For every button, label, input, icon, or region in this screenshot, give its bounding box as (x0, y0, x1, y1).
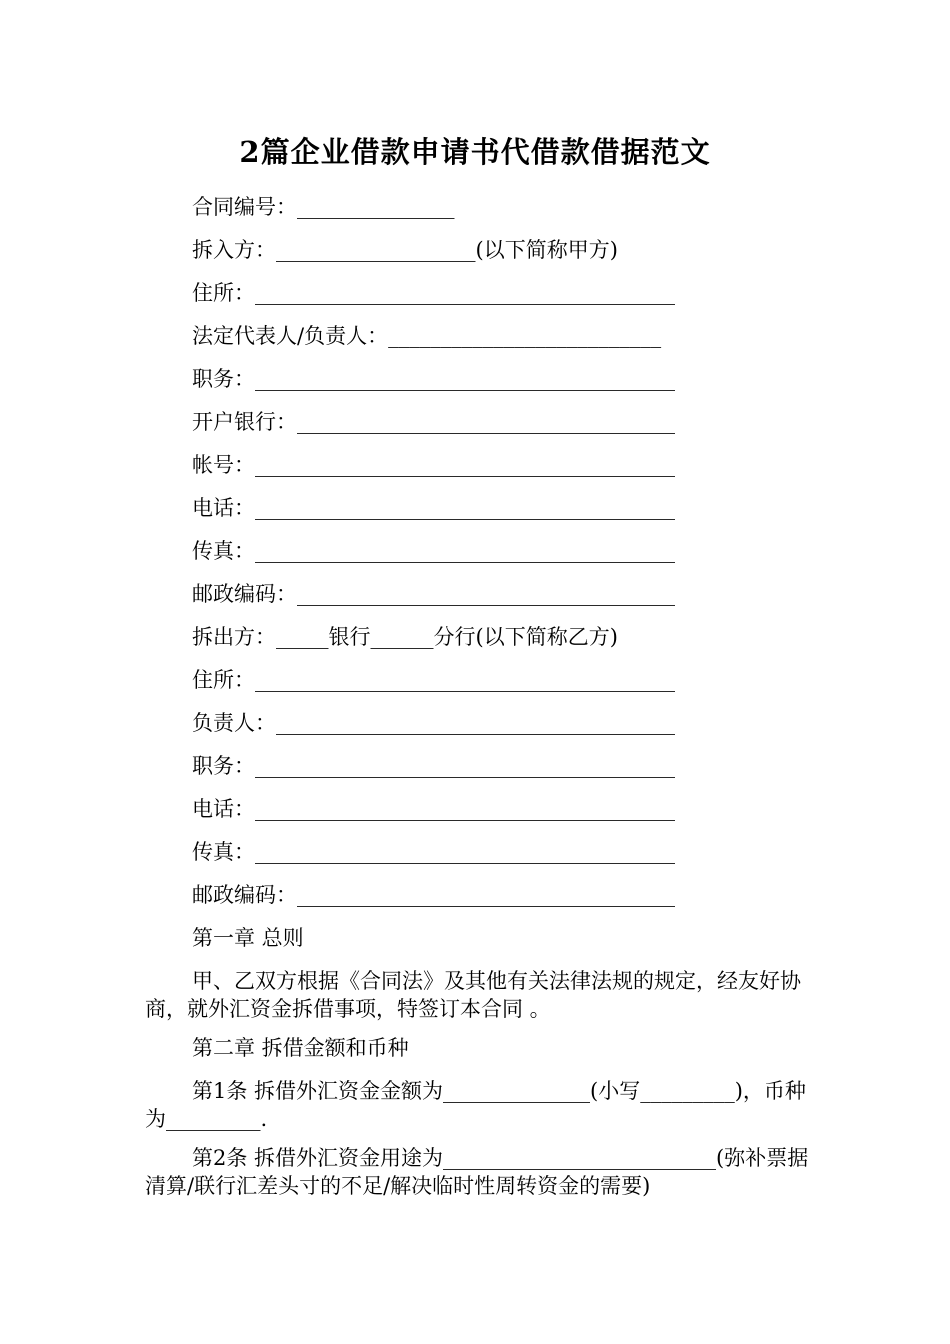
field-bank: 开户银行：____________________________________ (192, 410, 675, 434)
chapter-1-heading: 第一章 总则 (192, 926, 304, 950)
chapter-1-paragraph: 甲、乙双方根据《合同法》及其他有关法律法规的规定，经友好协商，就外汇资金拆借事项，特签订本合同 。 (145, 969, 801, 1021)
field-borrower: 拆入方：___________________(以下简称甲方) (192, 238, 618, 262)
field-lender-fax: 传真：________________________________________ (192, 840, 675, 864)
chapter-2-heading: 第二章 拆借金额和币种 (192, 1036, 409, 1060)
article-1-paragraph: 第1条 拆借外汇资金金额为______________(小写_________)，币种为_________. (145, 1079, 806, 1131)
field-legal-representative: 法定代表人/负责人：__________________________ (192, 324, 662, 348)
field-borrower-position: 职务：________________________________________ (192, 367, 675, 391)
field-lender-address: 住所：________________________________________ (192, 668, 675, 692)
document-title: 2篇企业借款申请书代借款借据范文 (239, 135, 711, 169)
field-contract-number: 合同编号：_______________ (192, 195, 455, 219)
field-lender: 拆出方：_____银行______分行(以下简称乙方) (192, 625, 618, 649)
field-lender-postcode: 邮政编码：____________________________________ (192, 883, 675, 907)
field-borrower-fax: 传真：________________________________________ (192, 539, 675, 563)
field-borrower-address: 住所：________________________________________ (192, 281, 675, 305)
field-borrower-postcode: 邮政编码：____________________________________ (192, 582, 675, 606)
field-lender-phone: 电话：________________________________________ (192, 797, 675, 821)
field-borrower-phone: 电话：________________________________________ (192, 496, 675, 520)
field-account: 帐号：________________________________________ (192, 453, 675, 477)
field-lender-position: 职务：________________________________________ (192, 754, 675, 778)
field-lender-responsible: 负责人：______________________________________ (192, 711, 675, 735)
article-2-paragraph: 第2条 拆借外汇资金用途为__________________________(弥补票据清算/联行汇差头寸的不足/解决临时性周转资金的需要) (145, 1146, 809, 1198)
